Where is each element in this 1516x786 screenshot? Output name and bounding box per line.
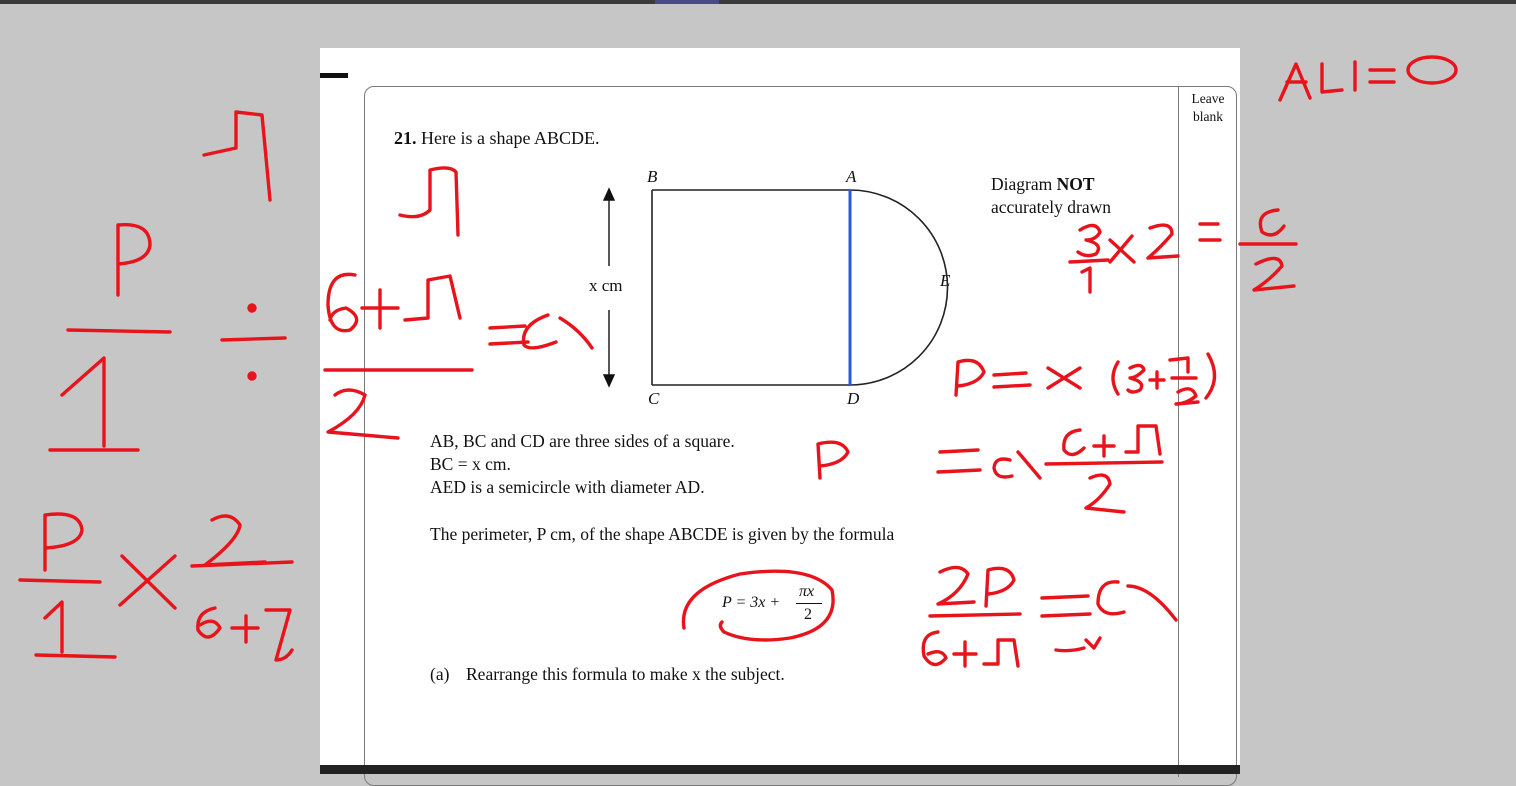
fact-line-3: AED is a semicircle with diameter AD. [430, 477, 705, 497]
part-a-text: Rearrange this formula to make x the subject. [466, 664, 785, 684]
vertex-label-d: D [847, 389, 860, 408]
leave-blank-label: Leave blank [1191, 91, 1225, 124]
vertex-label-b: B [647, 167, 658, 186]
diagram-note-suffix: accurately drawn [991, 197, 1111, 217]
annotation-ali-zero [1280, 57, 1456, 100]
diagram-note-not: NOT [1056, 174, 1095, 194]
annotation-right-side [818, 210, 1296, 666]
shape-abcde [652, 190, 951, 385]
fact-line-2: BC = x cm. [430, 454, 511, 474]
vertex-label-a: A [846, 167, 857, 186]
arrow-head-up [604, 189, 614, 200]
side-length-label: x cm [589, 276, 623, 295]
question-intro: Here is a shape ABCDE. [421, 128, 600, 148]
dimension-arrow [604, 189, 614, 386]
annotation-middle-left [325, 168, 592, 438]
semicircle-aed [850, 190, 951, 385]
arrow-head-down [604, 375, 614, 386]
formula-denominator: 2 [804, 606, 812, 623]
question-number: 21. [394, 128, 417, 148]
fact-line-1: AB, BC and CD are three sides of a square. [430, 431, 735, 451]
perimeter-statement: The perimeter, P cm, of the shape ABCDE is given by the formula [430, 524, 895, 544]
handwritten-annotations [20, 57, 1456, 666]
part-a-label: (a) [430, 664, 450, 684]
formula-circle [683, 571, 833, 640]
formula-lhs: P = 3x + [722, 594, 781, 611]
annotation-left-column [20, 112, 292, 660]
vertex-label-c: C [648, 389, 660, 408]
diagram-note-prefix: Diagram [991, 174, 1057, 194]
formula-numerator: πx [799, 583, 815, 600]
vertex-label-e: E [940, 271, 951, 290]
